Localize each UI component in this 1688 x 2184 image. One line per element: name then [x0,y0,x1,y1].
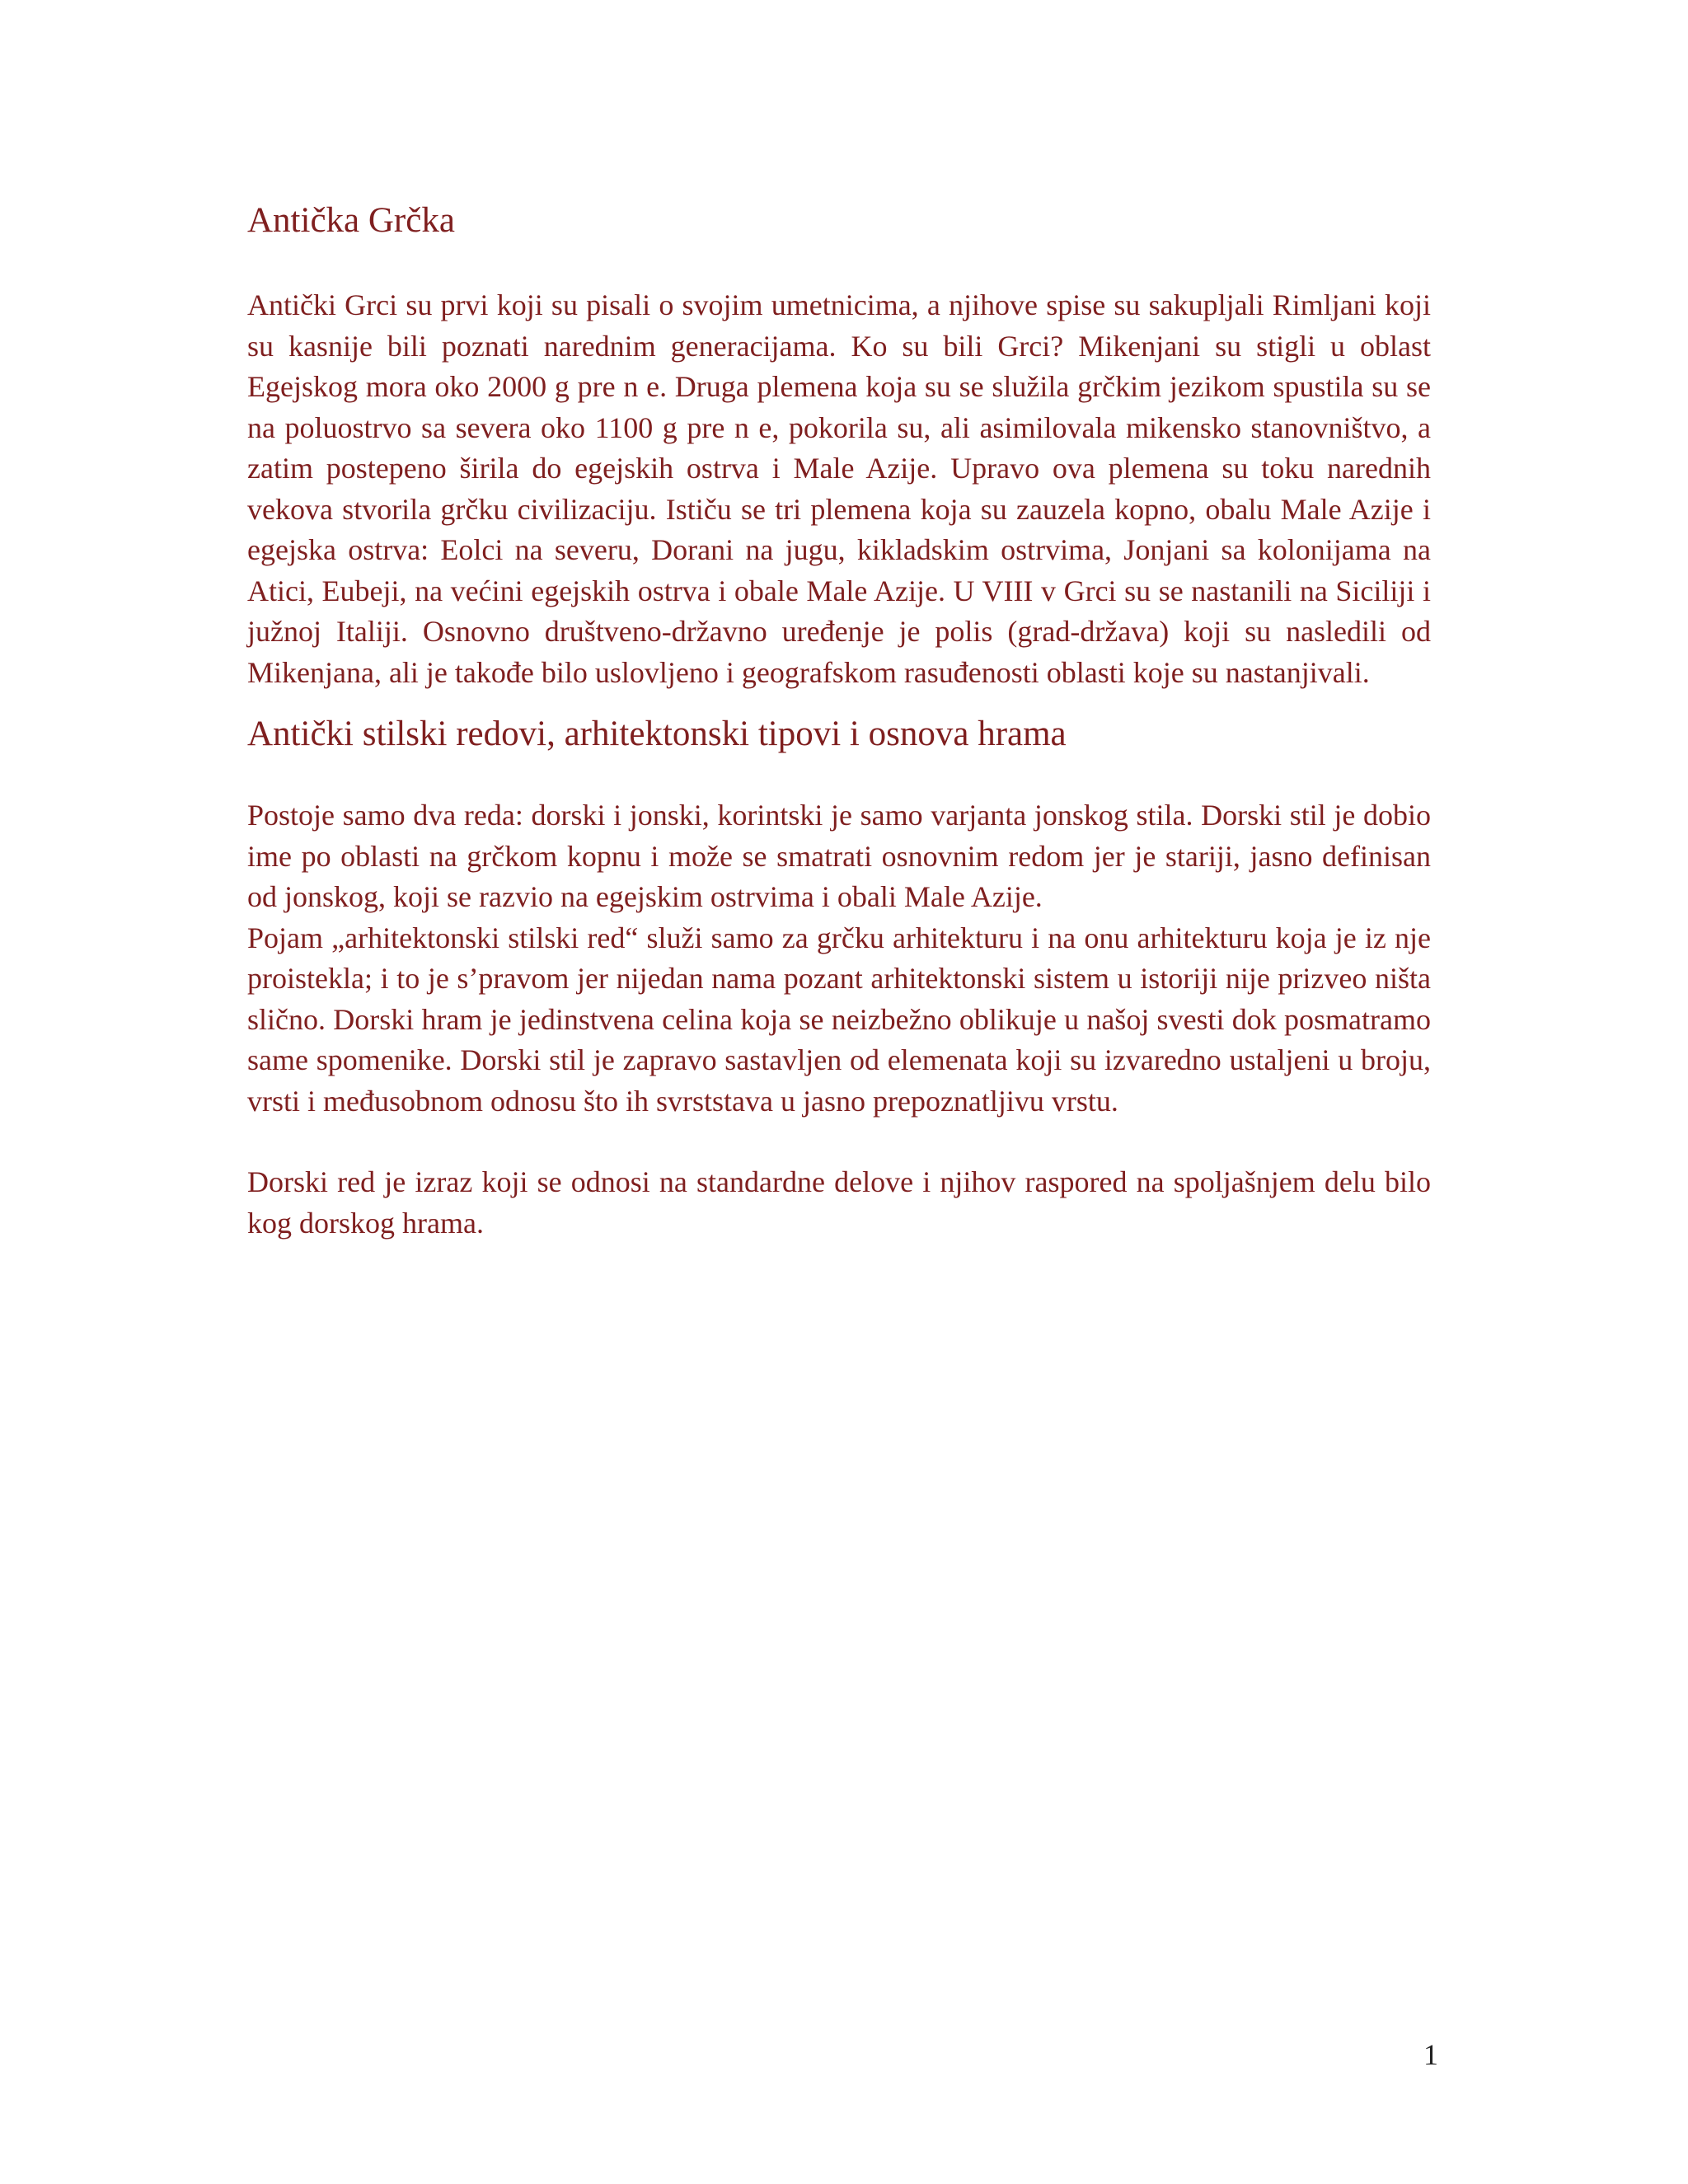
section-heading: Antički stilski redovi, arhitektonski tipovi i osnova hrama [247,715,1067,753]
section-paragraph-2: Pojam „arhitektonski stilski red“ služi samo za grčku arhitekturu i na onu arhitekturu koja je iz nje proistekla; i to je s’pravom jer nijedan nama pozant arhitektonski sistem u istoriji nije prizveo ništa slično. Dorski hram je jedinstvena celina koja se neizbežno oblikuje u našoj svesti dok posmatramo same spomenike. Dorski stil je zapravo sastavljen od elemenata koji su izvaredno ustaljeni u broju, vrsti i međusobnom odnosu što ih svrststava u jasno prepoznatljivu vrstu. [247,921,1431,1118]
intro-paragraph: Antički Grci su prvi koji su pisali o svojim umetnicima, a njihove spise su sakupljali Rimljani koji su kasnije bili poznati narednim generacijama. Ko su bili Grci? Mikenjani su stigli u oblast Egejskog mora oko 2000 g pre n e. Druga plemena koja su se služila grčkim jezikom spustila su se na poluostrvo sa severa oko 1100 g pre n e, pokorila su, ali asimilovala mikensko stanovništvo, a zatim postepeno širila do egejskih ostrva i Male Azije. Upravo ova plemena su toku narednih vekova stvorila grčku civilizaciju. Ističu se tri plemena koja su zauzela kopno, obalu Male Azije i egejska ostrva: Eolci na severu, Dorani na jugu, kikladskim ostrvima, Jonjani sa kolonijama na Atici, Eubeji, na većini egejskih ostrva i obale Male Azije. U VIII v Grci su se nastanili na Siciliji i južnoj Italiji. Osnovno društveno-državno uređenje je polis (grad-država) koji su nasledili od Mikenjana, ali je takođe bilo uslovljeno i geografskom rasuđenosti oblasti koje su nastanjivali. [247,288,1431,689]
document-title: Antička Grčka [247,201,455,240]
section-paragraph-1: Postoje samo dva reda: dorski i jonski, korintski je samo varjanta jonskog stila. Dorski stil je dobio ime po oblasti na grčkom kopnu i može se smatrati osnovnim redom jer je stariji, jasno definisan od jonskog, koji se razvio na egejskim ostrvima i obali Male Azije. [247,799,1431,913]
page-number: 1 [1423,2038,1438,2071]
page-content [247,196,1431,1244]
section-paragraph-3: Dorski red je izraz koji se odnosi na standardne delove i njihov raspored na spoljašnjem delu bilo kog dorskog hrama. [247,1165,1431,1240]
